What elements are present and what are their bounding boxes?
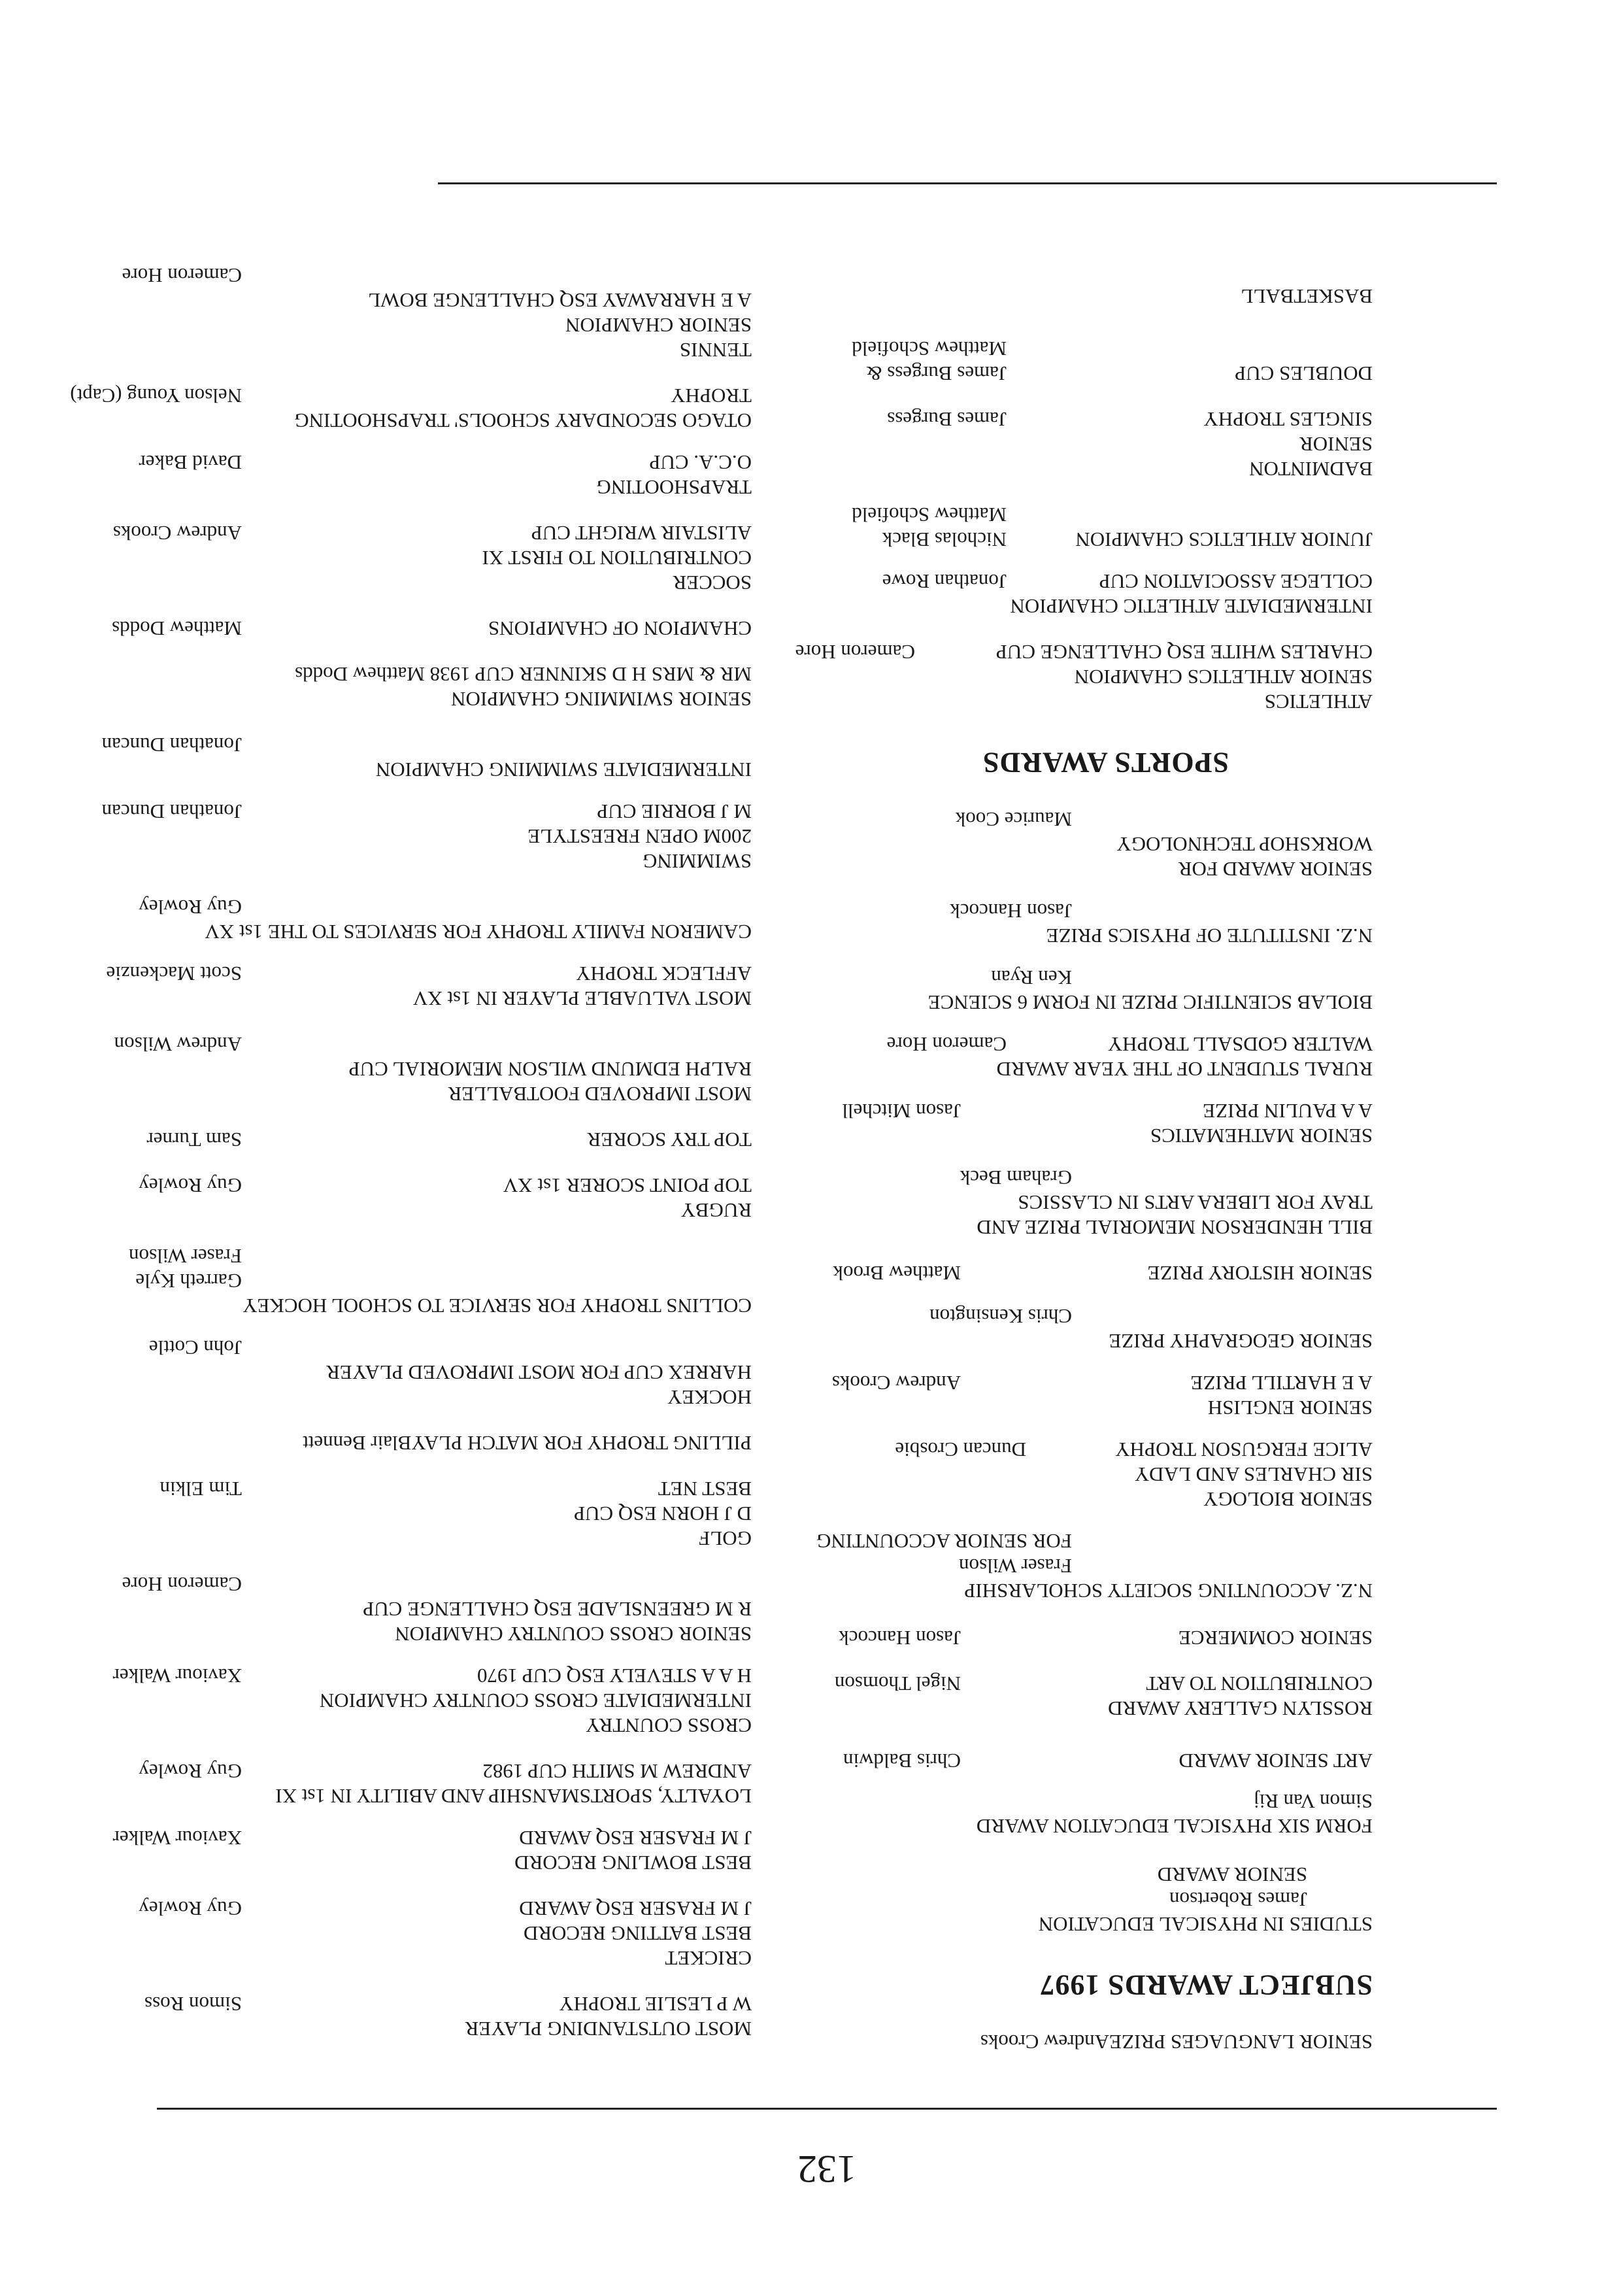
- award-line: [1150, 1123, 1373, 1148]
- award-line: [112, 1825, 752, 1850]
- award-line: [294, 408, 752, 433]
- award-line: [376, 757, 752, 782]
- award-line: [1018, 1190, 1373, 1215]
- award-line: [139, 450, 752, 475]
- recipient-name: Matthew Schofield: [852, 337, 1007, 360]
- award-title: BEST BOWLING RECORD: [514, 1851, 752, 1874]
- award-line: [242, 1293, 752, 1318]
- recipient-name: Nigel Thomson: [834, 1672, 961, 1695]
- heading-text: SPORTS AWARDS: [982, 747, 1229, 779]
- recipient-name: Matthew Schofield: [852, 503, 1007, 526]
- award-title: FORM SIX PHYSICAL EDUCATION AWARD: [976, 1815, 1373, 1838]
- award-line: [413, 986, 752, 1011]
- award-line: [895, 1437, 1373, 1462]
- award-line: [980, 2029, 1373, 2054]
- award-title: D J HORN ESQ CUP: [573, 1502, 752, 1525]
- award-title: CROSS COUNTRY: [585, 1714, 752, 1737]
- award-title: CHARLES WHITE ESQ CHALLENGE CUP: [995, 641, 1373, 664]
- award-line: [977, 1215, 1373, 1240]
- recipient-name: Scott Mackenzie: [106, 962, 242, 985]
- recipient-name: Jason Hancock: [950, 900, 1072, 922]
- award-title: R M GREENSLADE ESQ CHALLENGE CUP: [362, 1598, 752, 1621]
- recipient-name: Maurice Cook: [955, 808, 1072, 831]
- award-line: [368, 288, 752, 312]
- award-line: [1116, 832, 1373, 856]
- award-title: BASKETBALL: [1241, 285, 1373, 308]
- recipient-name: Andrew Crooks: [980, 2031, 1109, 2053]
- award-title: MR & MRS H D SKINNER CUP 1938 Matthew Dodds: [295, 663, 752, 686]
- bottom-rule: [438, 182, 1497, 184]
- award-title: BILL HENDERSON MEMORIAL PRIZE AND: [977, 1216, 1373, 1239]
- award-title: SENIOR AWARD FOR: [1178, 858, 1373, 881]
- award-line: [139, 1896, 752, 1921]
- award-line: [1203, 1487, 1373, 1511]
- award-title: ALISTAIR WRIGHT CUP: [531, 522, 752, 545]
- award-title: ROSSLYN GALLERY AWARD: [1108, 1697, 1373, 1720]
- award-line: [886, 1032, 1373, 1056]
- recipient-name: Fraser Wilson: [129, 1245, 242, 1268]
- page-number: 132: [797, 2148, 856, 2191]
- recipient-name: Matthew Dodds: [112, 617, 242, 640]
- award-title: SENIOR ATHLETICS CHAMPION: [1074, 666, 1373, 688]
- award-title: JUNIOR ATHLETICS CHAMPION: [1075, 528, 1373, 551]
- award-line: [699, 1526, 752, 1551]
- recipient-name: James Burgess &: [866, 362, 1007, 385]
- award-title: INTERMEDIATE SWIMMING CHAMPION: [375, 758, 752, 781]
- award-line: [101, 799, 752, 824]
- recipient-name: Jonathan Duncan: [101, 800, 242, 823]
- award-title: J M FRASER ESQ AWARD: [519, 1897, 752, 1920]
- award-line: [842, 1098, 1373, 1123]
- award-line: [1178, 856, 1373, 881]
- recipient-name: Xaviour Walker: [112, 1664, 242, 1687]
- award-title: SINGLES TROPHY: [1203, 408, 1373, 431]
- award-line: [451, 686, 752, 711]
- recipient-name: Guy Rowley: [139, 1760, 242, 1783]
- award-line: [882, 569, 1373, 594]
- award-title: STUDIES IN PHYSICAL EDUCATION: [1038, 1913, 1373, 1936]
- award-line: [673, 570, 752, 595]
- award-title: MOST OUTSTANDING PLAYER: [465, 2017, 752, 2040]
- award-title: BEST BATTING RECORD: [523, 1922, 752, 1945]
- recipient-name: Duncan Crosbie: [895, 1438, 1026, 1461]
- award-title: TRAY FOR LIBERA ARTS IN CLASSICS: [1018, 1191, 1373, 1214]
- award-line: [395, 1621, 752, 1646]
- award-line: [527, 824, 752, 849]
- award-title: H A A STEVELY ESQ CUP 1970: [476, 1664, 752, 1687]
- award-line: [667, 1385, 752, 1410]
- award-title: ANDREW M SMITH CUP 1982: [482, 1760, 752, 1783]
- recipient-name: James Burgess: [887, 408, 1007, 431]
- award-title: SENIOR HISTORY PRIZE: [1147, 1262, 1373, 1285]
- recipient-name: Matthew Brook: [833, 1262, 961, 1285]
- recipient-name: Ken Ryan: [991, 966, 1072, 989]
- recipient-name: Guy Rowley: [139, 1897, 242, 1920]
- recipient-name: Nelson Young (Capt): [70, 384, 242, 407]
- award-line: [448, 1081, 752, 1106]
- award-title: SENIOR ENGLISH: [1207, 1396, 1373, 1419]
- award-line: [596, 475, 752, 499]
- recipient-name: Jason Mitchell: [842, 1100, 961, 1123]
- award-line: [977, 1814, 1373, 1838]
- award-line: [159, 1476, 752, 1501]
- award-title: PILLING TROPHY FOR MATCH PLAYBlair Bennett: [303, 1432, 752, 1455]
- award-line: [680, 337, 752, 362]
- award-title: SENIOR BIOLOGY: [1203, 1488, 1373, 1511]
- award-title: TRAPSHOOTING: [596, 476, 752, 499]
- section-heading: [1039, 1968, 1373, 2002]
- award-title: OTAGO SECONDARY SCHOOLS' TRAPSHOOTING: [294, 409, 752, 432]
- award-line: [139, 1173, 752, 1198]
- award-title: SENIOR MATHEMATICS: [1150, 1124, 1373, 1147]
- award-line: [997, 1056, 1373, 1081]
- award-title: A E HARRAWAY ESQ CHALLENGE BOWL: [368, 289, 752, 312]
- award-line: [465, 2016, 752, 2041]
- heading-text: SUBJECT AWARDS 1997: [1039, 1969, 1373, 2001]
- award-title: 200M OPEN FREESTYLE: [527, 825, 752, 848]
- award-line: [1108, 1696, 1373, 1721]
- award-title: RUGBY: [680, 1199, 752, 1222]
- award-title: TOP TRY SCORER: [587, 1128, 752, 1151]
- award-line: [834, 1671, 1373, 1696]
- recipient-name: James Robertson: [1169, 1888, 1307, 1911]
- award-title: SENIOR: [1299, 433, 1373, 456]
- award-title: TROPHY: [670, 384, 752, 407]
- award-line: [348, 1056, 752, 1081]
- award-line: [363, 1596, 752, 1621]
- award-line: [70, 383, 752, 408]
- award-line: [843, 1748, 1373, 1773]
- award-title: A A PAULIN PRIZE: [1203, 1100, 1373, 1123]
- recipient-name: Tim Elkin: [159, 1477, 242, 1500]
- award-line: [643, 849, 752, 873]
- recipient-name: Xaviour Walker: [112, 1827, 242, 1849]
- award-line: [928, 990, 1373, 1015]
- recipient-name: Andrew Wilson: [114, 1033, 242, 1056]
- award-title: CRICKET: [665, 1947, 752, 1970]
- recipient-name: David Baker: [139, 451, 242, 474]
- award-title: SIR CHARLES AND LADY: [1134, 1463, 1373, 1486]
- award-line: [665, 1946, 752, 1970]
- award-title: O.C.A. CUP: [649, 451, 752, 474]
- recipient-name: Andrew Crooks: [831, 1372, 961, 1394]
- award-title: A E HARTILL PRIZE: [1190, 1372, 1373, 1394]
- award-title: WALTER GODSALL TROPHY: [1107, 1033, 1373, 1056]
- recipient-name: Andrew Crooks: [112, 522, 242, 545]
- award-line: [112, 616, 752, 641]
- award-title: ALICE FERGUSON TROPHY: [1115, 1438, 1373, 1461]
- award-line: [816, 1528, 1072, 1553]
- award-line: [112, 520, 752, 545]
- award-line: [524, 1921, 752, 1946]
- award-line: [882, 527, 1373, 552]
- award-title: CAMERON FAMILY TROPHY FOR SERVICES TO THE 1st XV: [205, 920, 752, 943]
- award-line: [1241, 284, 1373, 309]
- award-line: [1208, 1395, 1373, 1420]
- award-line: [1010, 594, 1373, 618]
- award-line: [1265, 689, 1373, 714]
- award-line: [1158, 1862, 1307, 1887]
- award-title: SENIOR SWIMMING CHAMPION: [451, 688, 752, 711]
- award-line: [1109, 1328, 1373, 1353]
- recipient-name: Guy Rowley: [139, 896, 242, 919]
- recipient-name: John Cottle: [148, 1336, 242, 1359]
- award-title: HOCKEY: [667, 1386, 752, 1409]
- award-line: [1039, 1912, 1373, 1936]
- award-title: M J BORRIE CUP: [597, 800, 752, 823]
- recipient-name: Jonathan Duncan: [101, 734, 242, 756]
- award-line: [205, 919, 752, 944]
- award-title: CONTRIBUTION TO FIRST XI: [482, 547, 752, 569]
- award-line: [139, 1759, 752, 1783]
- award-title: INTERMEDIATE ATHLETIC CHAMPION: [1010, 595, 1373, 618]
- award-title: MOST IMPROVED FOOTBALLER: [448, 1083, 752, 1106]
- recipient-name: Nicholas Black: [882, 528, 1007, 551]
- award-title: SENIOR CROSS COUNTRY CHAMPION: [395, 1623, 752, 1646]
- recipient-name: Graham Beck: [960, 1166, 1072, 1189]
- award-title: ATHLETICS: [1264, 690, 1373, 713]
- recipient-name: Jonathan Rowe: [882, 570, 1007, 593]
- award-line: [1075, 664, 1373, 689]
- award-title: BIOLAB SCIENTIFIC PRIZE IN FORM 6 SCIENCE: [927, 991, 1373, 1014]
- award-title: LOYALTY, SPORTSMANSHIP AND ABILITY IN 1st XI: [275, 1785, 752, 1808]
- award-line: [275, 1783, 752, 1808]
- recipient-name: Cameron Hore: [122, 264, 242, 287]
- award-title: DOUBLES CUP: [1234, 362, 1373, 385]
- award-line: [795, 639, 1373, 664]
- award-title: WORKSHOP TECHNOLOGY: [1116, 833, 1373, 856]
- award-line: [833, 1260, 1373, 1285]
- award-title: W P LESLIE TROPHY: [559, 1993, 752, 2016]
- award-title: SENIOR CHAMPION: [565, 314, 752, 337]
- award-title: N.Z. ACCOUNTING SOCIETY SCHOLARSHIP: [964, 1579, 1373, 1602]
- award-line: [326, 1360, 752, 1385]
- award-title: AFFLECK TROPHY: [575, 962, 752, 985]
- award-line: [680, 1198, 752, 1223]
- award-line: [106, 961, 752, 986]
- award-line: [1046, 923, 1373, 948]
- award-title: SENIOR LANGUAGES PRIZE: [1109, 2031, 1373, 2053]
- award-line: [565, 312, 752, 337]
- recipient-name: Cameron Hore: [886, 1033, 1007, 1056]
- award-title: GOLF: [699, 1527, 752, 1550]
- award-title: HARREX CUP FOR MOST IMPROVED PLAYER: [326, 1361, 752, 1384]
- top-rule: [157, 2108, 1497, 2110]
- award-line: [514, 1850, 752, 1875]
- recipient-name: Simon Van Rij: [1253, 1790, 1373, 1813]
- award-line: [1249, 456, 1373, 481]
- award-line: [586, 1713, 752, 1738]
- award-title: TENNIS: [679, 339, 752, 362]
- award-line: [146, 1127, 752, 1152]
- recipient-name: Garreth Kyle: [135, 1270, 242, 1292]
- recipient-name: Guy Rowley: [139, 1174, 242, 1197]
- award-title: INTERMEDIATE CROSS COUNTRY CHAMPION: [319, 1689, 752, 1712]
- award-title: SENIOR COMMERCE: [1178, 1627, 1373, 1649]
- award-title: CHAMPION OF CHAMPIONS: [488, 617, 752, 640]
- award-title: SOCCER: [673, 571, 752, 594]
- award-title: N.Z. INSTITUTE OF PHYSICS PRIZE: [1046, 924, 1373, 947]
- award-title: CONTRIBUTION TO ART: [1146, 1672, 1373, 1695]
- award-title: ART SENIOR AWARD: [1178, 1749, 1373, 1772]
- award-line: [964, 1578, 1373, 1603]
- award-line: [574, 1501, 752, 1526]
- award-title: BEST NET: [658, 1477, 752, 1500]
- recipient-name: Fraser Wilson: [959, 1555, 1072, 1578]
- award-line: [831, 1370, 1373, 1395]
- award-title: BADMINTON: [1249, 458, 1373, 481]
- award-line: [1135, 1462, 1373, 1487]
- award-title: COLLEGE ASSOCIATION CUP: [1099, 570, 1373, 593]
- recipient-name: Cameron Hore: [795, 641, 915, 664]
- award-title: J M FRASER ESQ AWARD: [519, 1827, 752, 1849]
- award-line: [303, 1430, 752, 1455]
- award-title: SENIOR AWARD: [1157, 1863, 1307, 1886]
- award-title: MOST VALUABLE PLAYER IN 1st XV: [412, 987, 752, 1010]
- award-line: [866, 361, 1373, 386]
- recipient-name: Jason Hancock: [839, 1627, 961, 1649]
- award-title: COLLINS TROPHY FOR SERVICE TO SCHOOL HOCKEY: [242, 1294, 752, 1317]
- award-line: [112, 1663, 752, 1688]
- award-title: RALPH EDMUND WILSON MEMORIAL CUP: [348, 1058, 752, 1081]
- recipient-name: Sam Turner: [146, 1128, 242, 1151]
- award-line: [295, 662, 752, 686]
- award-line: [839, 1625, 1373, 1650]
- award-line: [320, 1688, 752, 1713]
- award-title: SWIMMING: [642, 850, 752, 873]
- recipient-name: Chris Kensington: [929, 1305, 1072, 1328]
- award-title: FOR SENIOR ACCOUNTING: [816, 1530, 1072, 1553]
- award-line: [1299, 431, 1373, 456]
- recipient-name: Cameron Hore: [122, 1573, 242, 1596]
- award-line: [144, 1991, 752, 2016]
- award-line: [482, 545, 752, 570]
- recipient-name: Chris Baldwin: [843, 1749, 961, 1772]
- award-title: TOP POINT SCORER 1st XV: [503, 1174, 752, 1197]
- award-title: RURAL STUDENT OF THE YEAR AWARD: [996, 1058, 1373, 1081]
- award-title: SENIOR GEOGRAPHY PRIZE: [1109, 1330, 1373, 1353]
- section-heading: [982, 745, 1229, 779]
- recipient-name: Simon Ross: [144, 1993, 242, 2016]
- award-line: [887, 407, 1373, 431]
